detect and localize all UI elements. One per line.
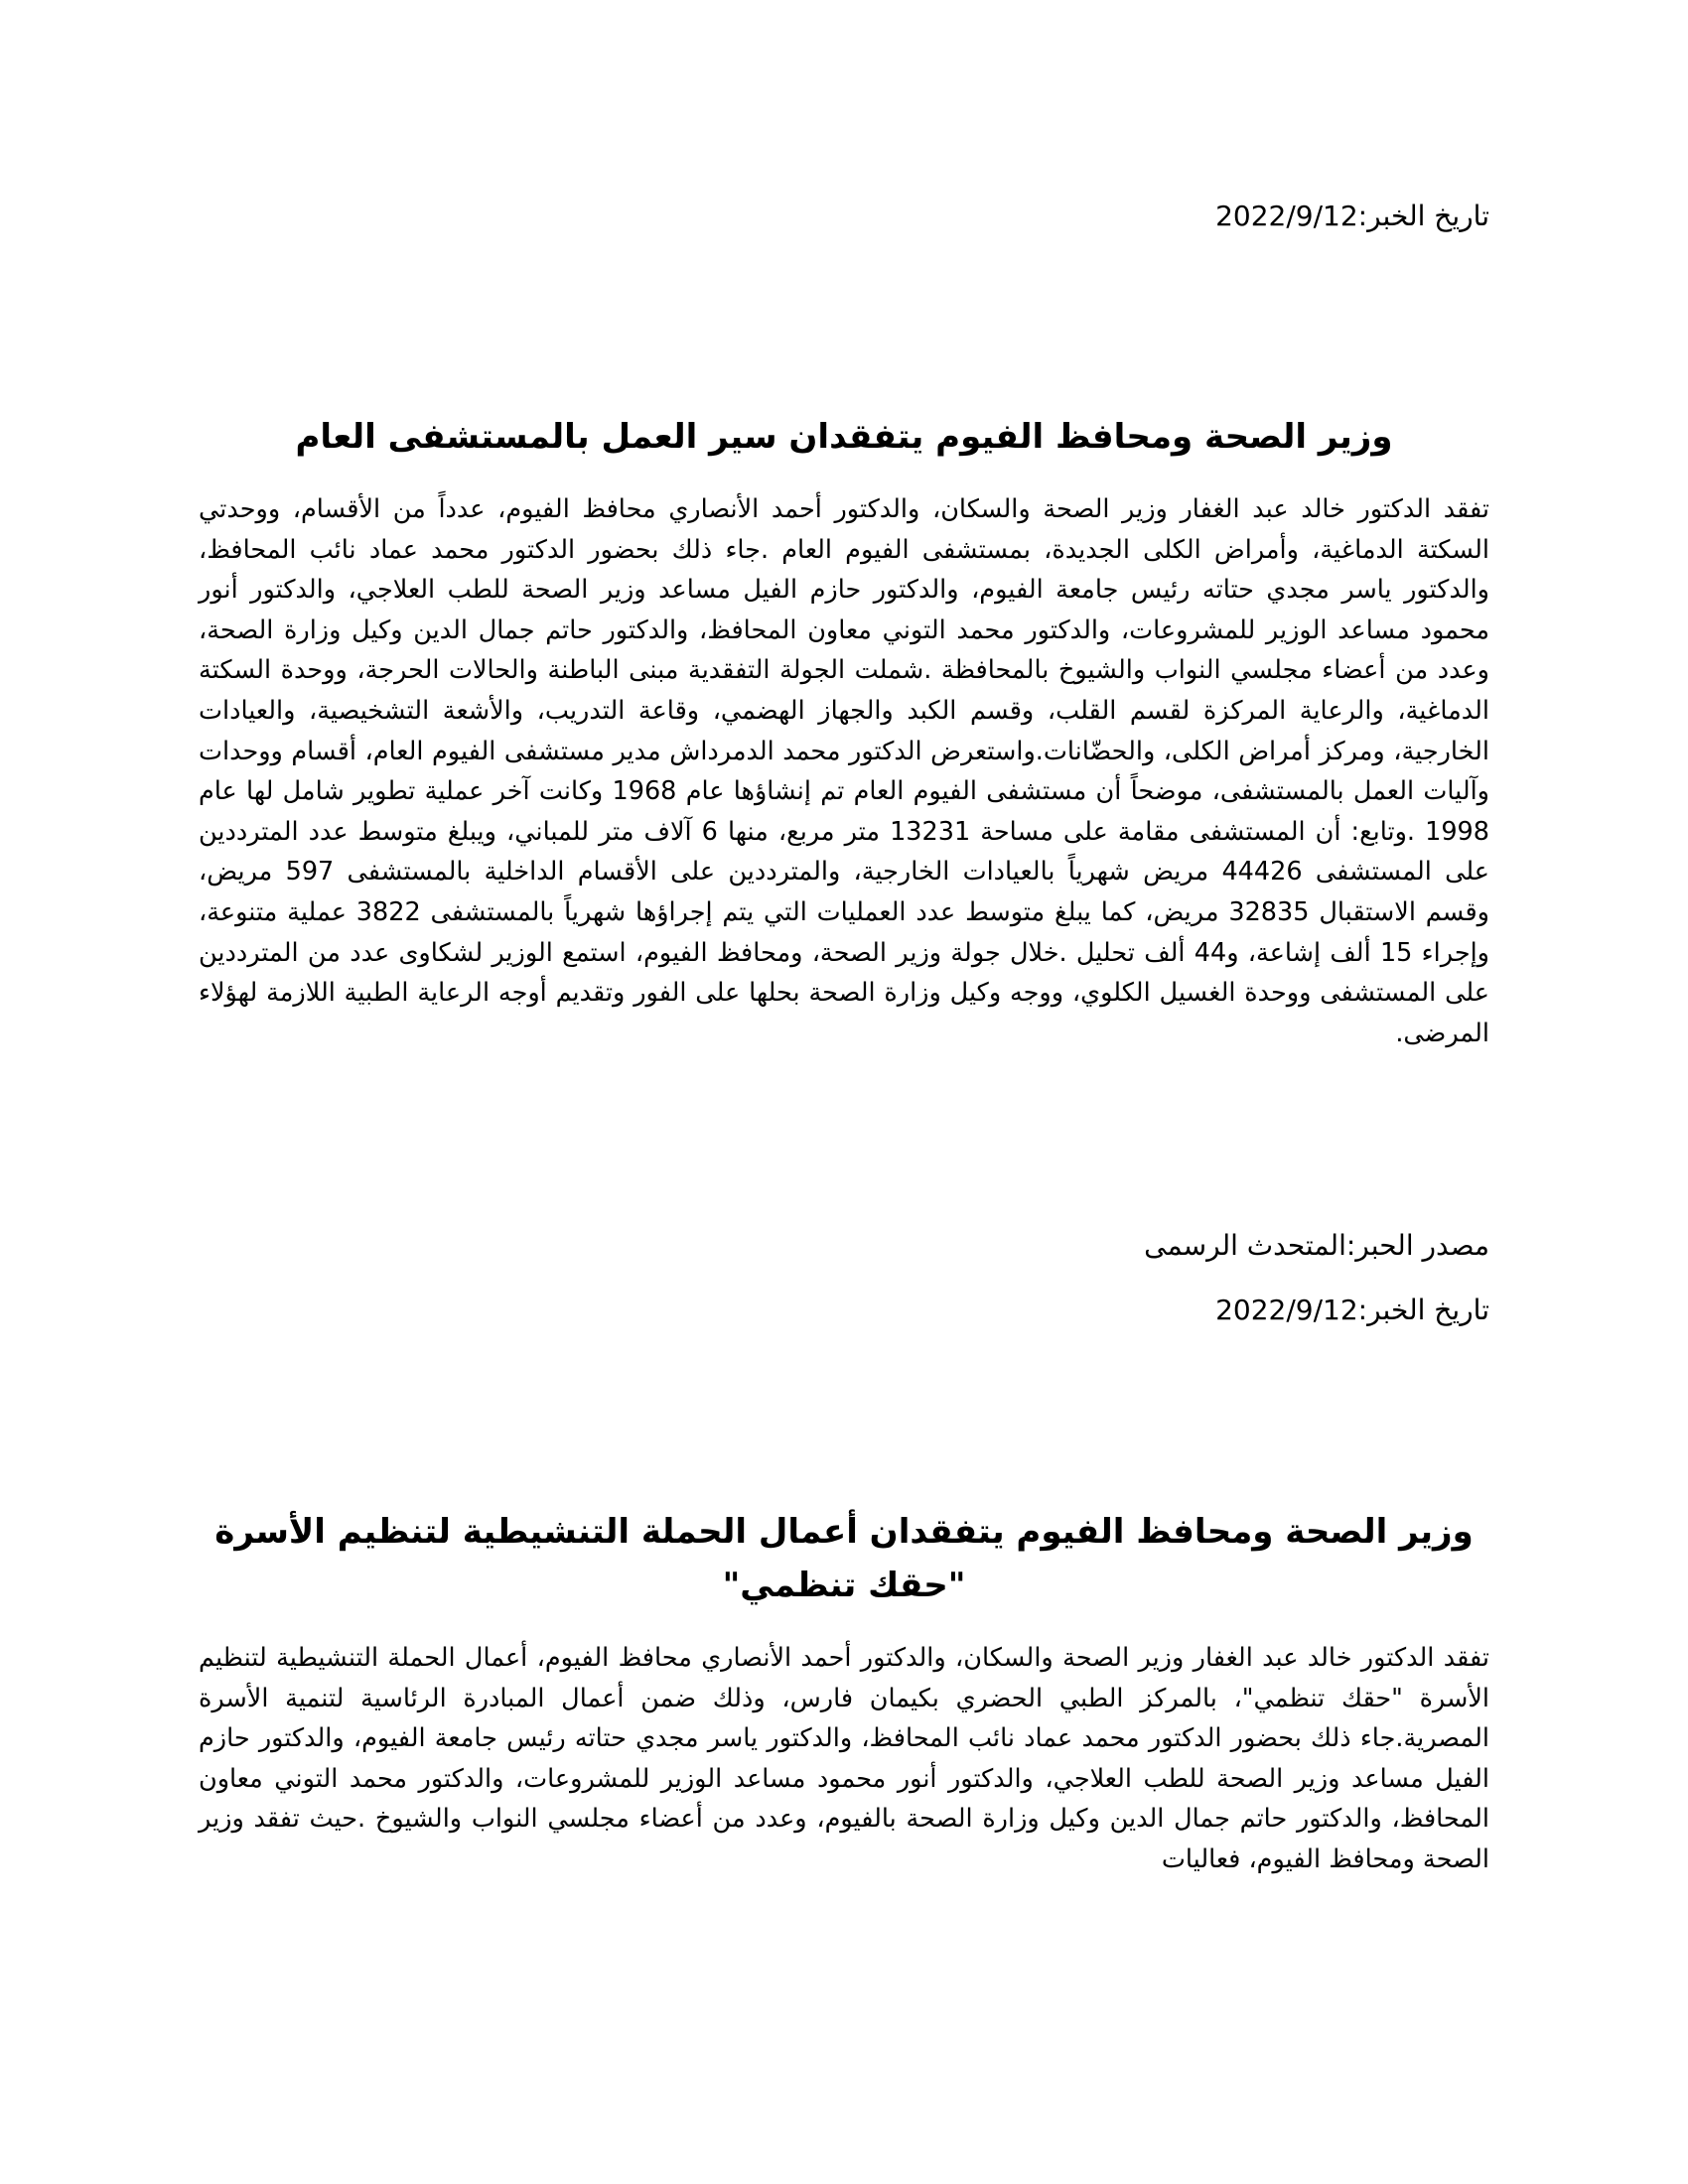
article1-source-label: مصدر الحبر: <box>1345 1229 1489 1262</box>
article1-date-label: تاريخ الخبر: <box>1357 200 1489 232</box>
article2-date-label: تاريخ الخبر: <box>1357 1294 1489 1326</box>
article1-date-value: 2022/9/12 <box>1215 200 1358 232</box>
article1-date-line <box>1215 197 1489 236</box>
article1-source-line <box>1144 1226 1489 1266</box>
article1-headline: وزير الصحة ومحافظ الفيوم يتفقدان سير العمل بالمستشفى العام <box>295 417 1393 457</box>
article1-source-value: المتحدث الرسمى <box>1144 1229 1346 1262</box>
article2-date-line <box>1215 1291 1489 1330</box>
article2-headline: وزير الصحة ومحافظ الفيوم يتفقدان أعمال الحملة التنشيطية لتنظيم الأسرة "حقك تنظمي" <box>214 1512 1474 1605</box>
article2-date-value: 2022/9/12 <box>1215 1294 1358 1326</box>
article2-body: تفقد الدكتور خالد عبد الغفار وزير الصحة والسكان، والدكتور أحمد الأنصاري محافظ الفيوم، أعمال الحملة التنشيطية لتنظيم الأسرة "حقك تنظمي"، بالمركز الطبي الحضري بكيمان فارس، وذلك ضمن أعمال المبادرة الرئاسية لتنمية الأسرة المصرية.جاء ذلك بحضور الدكتور محمد عماد نائب المحافظ، والدكتور ياسر مجدي حتاته رئيس جامعة الفيوم، والدكتور حازم الفيل مساعد وزير الصحة للطب العلاجي، والدكتور أنور محمود مساعد الوزير للمشروعات، والدكتور محمد التوني معاون المحافظ، والدكتور حاتم جمال الدين وكيل وزارة الصحة بالفيوم، وعدد من أعضاء مجلسي النواب والشيوخ .حيث تفقد وزير الصحة ومحافظ الفيوم، فعاليات <box>199 1643 1489 1874</box>
article1-body: تفقد الدكتور خالد عبد الغفار وزير الصحة والسكان، والدكتور أحمد الأنصاري محافظ الفيوم، عدداً من الأقسام، ووحدتي السكتة الدماغية، وأمراض الكلى الجديدة، بمستشفى الفيوم العام .جاء ذلك بحضور الدكتور محمد عماد نائب المحافظ، والدكتور ياسر مجدي حتاته رئيس جامعة الفيوم، والدكتور حازم الفيل مساعد وزير الصحة للطب العلاجي، والدكتور أنور محمود مساعد الوزير للمشروعات، والدكتور محمد التوني معاون المحافظ، والدكتور حاتم جمال الدين وكيل وزارة الصحة، وعدد من أعضاء مجلسي النواب والشيوخ بالمحافظة .شملت الجولة التفقدية مبنى الباطنة والحالات الحرجة، ووحدة السكتة الدماغية، والرعاية المركزة لقسم القلب، وقسم الكبد والجهاز الهضمي، وقاعة التدريب، والأشعة التشخيصية، والعيادات الخارجية، ومركز أمراض الكلى، والحضّانات.واستعرض الدكتور محمد الدمرداش مدير مستشفى الفيوم العام، أقسام ووحدات وآليات العمل بالمستشفى، موضحاً أن مستشفى الفيوم العام تم إنشاؤها عام 1968 وكانت آخر عملية تطوير شامل لها عام 1998 .وتابع: أن المستشفى مقامة على مساحة 13231 متر مربع، منها 6 آلاف متر للمباني، ويبلغ متوسط عدد المترددين على المستشفى 44426 مريض شهرياً بالعيادات الخارجية، والمترددين على الأقسام الداخلية بالمستشفى 597 مريض، وقسم الاستقبال 32835 مريض، كما يبلغ متوسط عدد العمليات التي يتم إجراؤها شهرياً بالمستشفى 3822 عملية متنوعة، وإجراء 15 ألف إشاعة، و44 ألف تحليل .خلال جولة وزير الصحة، ومحافظ الفيوم، استمع الوزير لشكاوى عدد من المترددين على المستشفى ووحدة الغسيل الكلوي، ووجه وكيل وزارة الصحة بحلها على الفور وتقديم أوجه الرعاية الطبية اللازمة لهؤلاء المرضى. <box>199 494 1489 1048</box>
